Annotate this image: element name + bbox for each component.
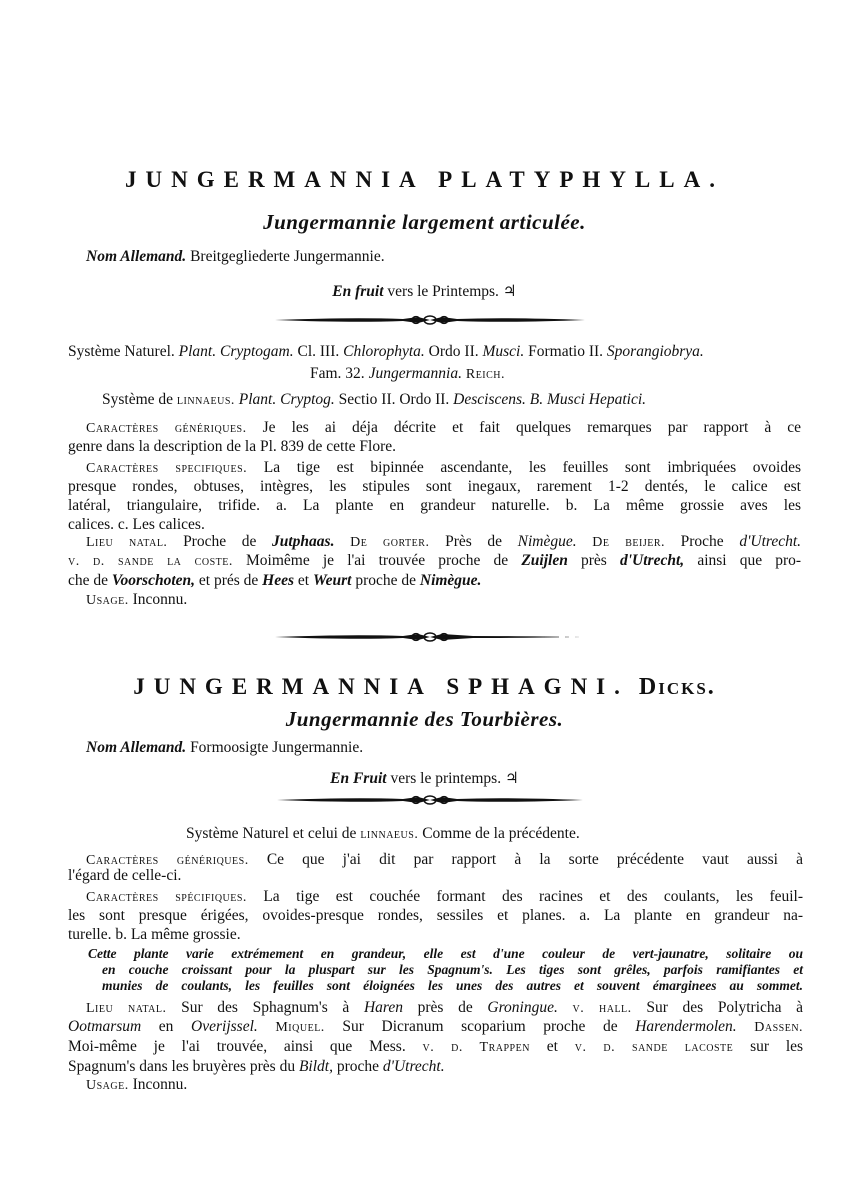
usage-value: Inconnu. bbox=[132, 591, 188, 608]
plate1-subtitle: Jungermannie largement articulée. bbox=[263, 210, 586, 234]
spec-label: Caractères spécifiques. bbox=[86, 890, 247, 905]
sys-text: Système Naturel et celui de bbox=[186, 825, 357, 842]
sys-nat-ordo: Ordo II. bbox=[428, 343, 479, 360]
sys-nat-label: Système Naturel. bbox=[68, 343, 175, 360]
place-overijssel: Overijssel. bbox=[191, 1018, 258, 1035]
place-ootmarsum: Ootmarsum bbox=[68, 1018, 142, 1035]
spec-line-1 bbox=[86, 458, 801, 478]
plate1-fruit-label: En fruit bbox=[332, 283, 384, 300]
lieu-line-3 bbox=[68, 571, 801, 590]
sys-nat-sporangiobrya: Sporangiobrya. bbox=[606, 343, 704, 360]
linn-sectio: Sectio II. Ordo II. bbox=[338, 391, 450, 408]
lieu-text: Sur Dicranum scoparium proche de bbox=[342, 1018, 618, 1035]
sys-linnaeus: linnaeus. bbox=[360, 827, 419, 842]
plate2-usage bbox=[86, 1075, 187, 1095]
plate1-systeme-naturel bbox=[68, 342, 803, 361]
place-utrecht: d'Utrecht. bbox=[382, 1058, 445, 1075]
author-v-hall: v. hall. bbox=[572, 1001, 632, 1016]
linn-name: linnaeus. bbox=[176, 393, 235, 408]
plate1-lieu-natal bbox=[86, 532, 801, 552]
place-utrecht: d'Utrecht, bbox=[620, 552, 685, 569]
place-jutphaas: Jutphaas. bbox=[271, 533, 335, 550]
lieu-text: Moi-même je l'ai trouvée, ainsi que Mess. bbox=[68, 1038, 406, 1055]
spec-text-2: presque rondes, obtuses, intègres, les stipules sont inegaux, rarement 1-2 dentés, le calice est bbox=[68, 478, 801, 495]
lieu-text: che de bbox=[68, 572, 109, 589]
plate2-caracteres-specifiques bbox=[86, 887, 803, 907]
plate2-lieu-continuation bbox=[68, 1017, 803, 1076]
lieu-text: près bbox=[581, 552, 607, 569]
plate1-ornamental-rule bbox=[273, 314, 587, 326]
usage-label: Usage. bbox=[86, 593, 129, 608]
lieu-text: en bbox=[158, 1018, 174, 1035]
place-haren: Haren bbox=[363, 999, 403, 1016]
lieu-text: Près de bbox=[445, 533, 503, 550]
plate2-fruit-symbol: ♃ bbox=[504, 770, 519, 787]
lieu-text: près de bbox=[417, 999, 473, 1016]
lieu-text: et bbox=[546, 1038, 558, 1055]
plate1-caracteres-specifiques bbox=[86, 458, 801, 478]
lieu-text: Sur des Sphagnum's à bbox=[181, 999, 350, 1016]
plate2-title bbox=[0, 674, 849, 701]
place-weurt: Weurt bbox=[312, 572, 352, 589]
lieu-text: et prés de bbox=[198, 572, 259, 589]
usage-value: Inconnu. bbox=[132, 1076, 188, 1093]
lieu-text: sur les bbox=[750, 1038, 804, 1055]
sys-nat-cryptogam: Cryptogam. bbox=[219, 343, 294, 360]
plate2-ornamental-rule bbox=[275, 794, 585, 806]
spec-text-1: La tige est couchée formant des racines et des coulants, les feuil- bbox=[263, 888, 804, 905]
plate1-nom-label: Nom Allemand. bbox=[86, 248, 187, 265]
lieu-text: Proche bbox=[680, 533, 724, 550]
plate1-lieu-continuation bbox=[68, 551, 801, 590]
plate2-lieu-natal bbox=[86, 998, 803, 1018]
place-groningue: Groningue. bbox=[487, 999, 558, 1016]
sys-nat-formatio: Formatio II. bbox=[528, 343, 604, 360]
plate1-caracteres-generiques bbox=[86, 418, 801, 438]
plate2-nom-allemand bbox=[86, 738, 363, 757]
plate1-nom-value: Breitgegliederte Jungermannie. bbox=[190, 248, 385, 265]
spec-line-1 bbox=[86, 887, 803, 907]
place-hees: Hees bbox=[262, 572, 295, 589]
lieu-text: Moimême je l'ai trouvée proche de bbox=[246, 552, 509, 569]
sys-text-2: Comme de la précédente. bbox=[422, 825, 580, 842]
lieu-text: ainsi que pro- bbox=[697, 552, 802, 569]
plate1-spec-continuation bbox=[68, 477, 801, 534]
lieu-line-2 bbox=[68, 551, 801, 571]
author-de-beijer: De beijer. bbox=[592, 535, 666, 550]
place-nimegue: Nimègue. bbox=[419, 572, 482, 589]
plate2-spec-continuation bbox=[68, 906, 803, 944]
spec-label: Caractères specifiques. bbox=[86, 461, 248, 476]
section-divider-rule bbox=[273, 631, 587, 643]
gen-label: Caractères génériques. bbox=[86, 421, 247, 436]
spec-text-3: turelle. b. La même grossie. bbox=[68, 926, 241, 943]
plate1-fruit-symbol: ♃ bbox=[502, 283, 517, 300]
sys-nat-plant: Plant. bbox=[178, 343, 217, 360]
note-line-1: Cette plante varie extrémement en grandeur, elle est d'une couleur de vert-jaunatre, solitaire ou bbox=[88, 946, 803, 961]
plate2-nom-label: Nom Allemand. bbox=[86, 739, 187, 756]
plate2-systeme bbox=[186, 824, 580, 844]
place-harendermolen: Harendermolen. bbox=[635, 1018, 737, 1035]
plate2-fruit-label: En Fruit bbox=[330, 770, 387, 787]
plate2-title-text: JUNGERMANNIA SPHAGNI. bbox=[133, 674, 629, 699]
plate2-caracteres-generiques bbox=[86, 850, 803, 870]
lieu-line-1 bbox=[86, 532, 801, 552]
usage-label: Usage. bbox=[86, 1078, 129, 1093]
plate2-author: Dicks. bbox=[638, 674, 716, 700]
plate1-nom-allemand bbox=[86, 247, 385, 266]
spec-text-1: La tige est bipinnée ascendante, les feuilles sont imbriquées ovoides bbox=[263, 459, 802, 476]
plate1-usage bbox=[86, 590, 187, 610]
lieu-text: Spagnum's dans les bruyères près du bbox=[68, 1058, 296, 1075]
sys-nat-class: Cl. III. bbox=[297, 343, 340, 360]
lieu-line-1 bbox=[86, 998, 803, 1018]
linn-desciscens: Desciscens. B. Musci Hepatici. bbox=[453, 391, 647, 408]
plate2-fruit-line bbox=[0, 769, 849, 788]
lieu-text: et bbox=[297, 572, 310, 589]
author-sande-lacoste: v. d. sande lacoste bbox=[574, 1040, 734, 1055]
gen-text-1: Ce que j'ai dit par rapport à la sorte précédente vaut aussi à bbox=[266, 851, 803, 868]
sys-nat-musci: Musci. bbox=[482, 343, 525, 360]
lieu-line-3 bbox=[68, 1037, 803, 1057]
lieu-label: Lieu natal. bbox=[86, 1001, 167, 1016]
lieu-text: proche de bbox=[355, 572, 416, 589]
place-utrecht: d'Utrecht. bbox=[739, 533, 802, 550]
plate2-fruit-text: vers le printemps. bbox=[390, 770, 502, 787]
lieu-label: Lieu natal. bbox=[86, 535, 168, 550]
gen-text-1: Je les ai déja décrite et fait quelques remarques par rapport à ce bbox=[262, 419, 801, 436]
lieu-line-4 bbox=[68, 1057, 803, 1076]
fam-name: Jungermannia. bbox=[368, 365, 462, 382]
plate1-famille bbox=[310, 364, 505, 384]
spec-text-4: calices. c. Les calices. bbox=[68, 516, 205, 533]
spec-text-2: les sont presque érigées, ovoides-presque rondes, sessiles et planes. a. La plante en grandeur na- bbox=[68, 907, 803, 924]
author-de-gorter: De gorter. bbox=[350, 535, 430, 550]
plate2-subtitle: Jungermannie des Tourbières. bbox=[285, 707, 564, 731]
place-nimegue: Nimègue. bbox=[517, 533, 577, 550]
place-zuijlen: Zuijlen bbox=[521, 552, 568, 569]
gen-line-1 bbox=[86, 418, 801, 438]
note-line-3: munies de coulants, les feuilles sont éloignées les unes des autres et souvent émarginees au sommet. bbox=[102, 978, 803, 993]
gen-line-1 bbox=[86, 850, 803, 870]
plate1-fruit-line bbox=[0, 282, 849, 301]
plate1-gen-line-2: genre dans la description de la Pl. 839 de cette Flore. bbox=[68, 438, 396, 455]
note-line-2: en couche croissant pour la pluspart sur les Spagnum's. Les tiges sont grêles, parfois ramifiantes et bbox=[102, 962, 803, 977]
plate1-title: JUNGERMANNIA PLATYPHYLLA. bbox=[125, 167, 724, 192]
plate1-systeme-linnaeus bbox=[102, 390, 646, 410]
linn-label: Système de bbox=[102, 391, 174, 408]
lieu-line-2 bbox=[68, 1017, 803, 1037]
lieu-text: Proche de bbox=[183, 533, 257, 550]
fam-author: Reich. bbox=[465, 367, 506, 382]
lieu-text: Sur des Polytricha à bbox=[646, 999, 804, 1016]
plate2-note bbox=[88, 946, 803, 994]
gen-label: Caractères génériques. bbox=[86, 853, 249, 868]
author-dassen: Dassen. bbox=[754, 1020, 804, 1035]
plate2-gen-line-2: l'égard de celle-ci. bbox=[68, 867, 182, 884]
linn-plant: Plant. Cryptog. bbox=[238, 391, 335, 408]
plate2-nom-value: Formoosigte Jungermannie. bbox=[190, 739, 364, 756]
author-trappen: v. d. Trappen bbox=[422, 1040, 530, 1055]
lieu-text: proche bbox=[336, 1058, 380, 1075]
author-miquel: Miquel. bbox=[275, 1020, 325, 1035]
spec-text-3: latéral, triangulaire, trifide. a. La plante en grandeur naturelle. b. La même grossie aves les bbox=[68, 497, 801, 514]
sys-nat-chlorophyta: Chlorophyta. bbox=[343, 343, 425, 360]
place-bildt: Bildt, bbox=[298, 1058, 333, 1075]
fam-number: Fam. 32. bbox=[310, 365, 365, 382]
author-sande-la-coste: v. d. sande la coste. bbox=[68, 554, 233, 569]
place-voorschoten: Voorschoten, bbox=[111, 572, 196, 589]
plate1-fruit-text: vers le Printemps. bbox=[387, 283, 499, 300]
